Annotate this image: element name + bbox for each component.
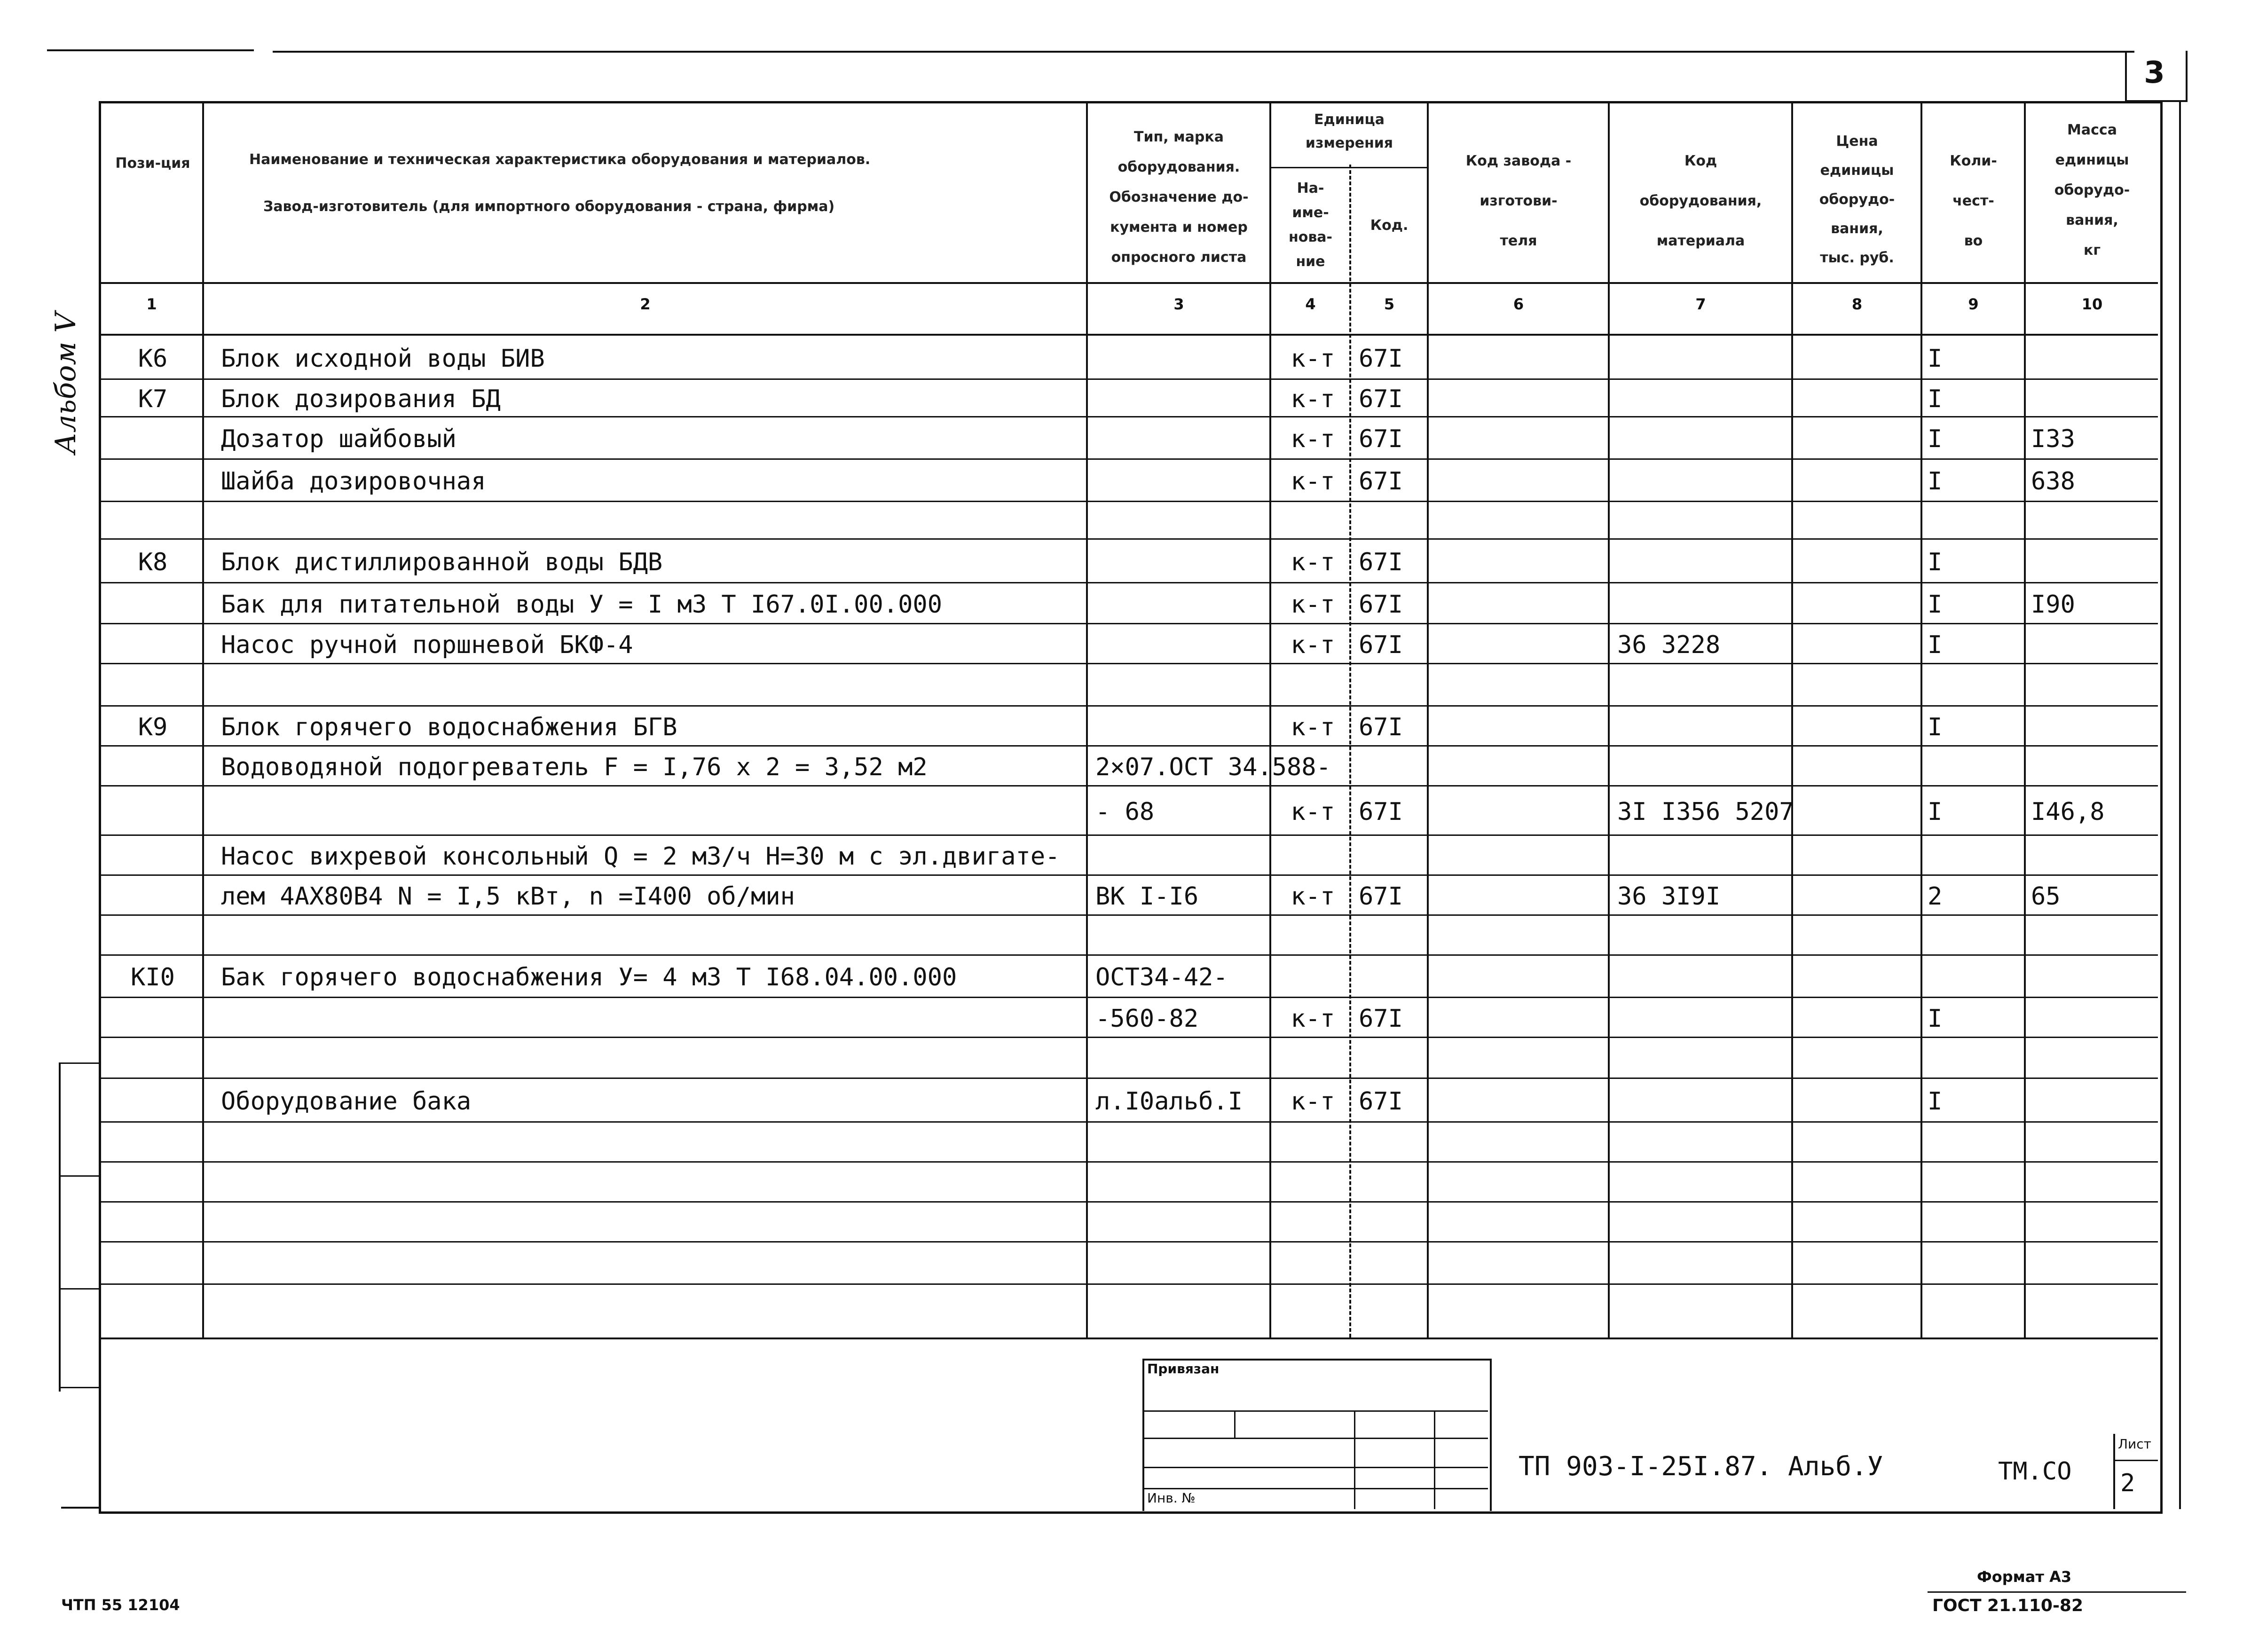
cell-name: лем 4АХ80В4 N = I,5 кВт, n =I400 об/мин — [221, 882, 795, 911]
cell-code: 67I — [1359, 798, 1403, 826]
cell-unit: к-т — [1291, 713, 1335, 741]
cell-equip-code: 3I I356 5207 — [1617, 798, 1794, 826]
col-number: 1 — [146, 295, 157, 313]
cell-qty: I — [1928, 1087, 1943, 1116]
bound-label: Привязан — [1147, 1361, 1220, 1377]
cell-code: 67I — [1359, 467, 1403, 496]
top-border-line — [273, 51, 2134, 53]
row-divider — [99, 1037, 2158, 1038]
footer-line — [1928, 1591, 2186, 1593]
cell-qty: I — [1928, 345, 1943, 373]
cell-name: Шайба дозировочная — [221, 467, 486, 496]
cell-qty: I — [1928, 798, 1943, 826]
cell-unit: к-т — [1291, 345, 1335, 373]
cell-equip-code: 36 3I9I — [1617, 882, 1721, 911]
cell-unit: к-т — [1291, 631, 1335, 659]
cell-unit: к-т — [1291, 425, 1335, 453]
footer-left-code: ЧТП 55 12104 — [61, 1596, 180, 1614]
bound-grid-line — [1434, 1410, 1435, 1509]
row-divider — [99, 1161, 2158, 1163]
header-factory-code: Код завода - изготови- теля — [1465, 153, 1572, 249]
row-divider — [99, 416, 2158, 417]
cell-type: 2×07.ОСТ 34.588- — [1095, 753, 1331, 781]
cell-unit: к-т — [1291, 1087, 1335, 1116]
doc-code: ТП 903-I-25I.87. Альб.У — [1519, 1451, 1883, 1482]
unit-group-divider — [1269, 167, 1427, 168]
col-divider — [1086, 101, 1088, 1337]
footer-format: Формат А3 — [1977, 1568, 2072, 1586]
cell-unit: к-т — [1291, 882, 1335, 911]
cell-code: 67I — [1359, 882, 1403, 911]
header-name-line1: Наименование и техническая характеристика оборудования и материалов. — [249, 151, 871, 168]
col-number: 8 — [1851, 295, 1863, 313]
col-number: 4 — [1305, 295, 1316, 313]
cell-mass: 638 — [2031, 467, 2075, 496]
footer-gost: ГОСТ 21.110-82 — [1932, 1596, 2084, 1615]
col-divider — [1920, 101, 1922, 1337]
cell-equip-code: 36 3228 — [1617, 631, 1721, 659]
sheet-number: 3 — [2144, 55, 2165, 90]
bound-grid-line — [1142, 1467, 1488, 1468]
col-number: 9 — [1968, 295, 1979, 313]
cell-qty: 2 — [1928, 882, 1943, 911]
row-divider — [99, 874, 2158, 876]
row-divider — [99, 954, 2158, 956]
bound-grid-line — [1142, 1410, 1488, 1412]
header-unit-group: Единица измерения — [1305, 111, 1393, 151]
frame-right-line — [2179, 101, 2181, 1509]
cell-qty: I — [1928, 590, 1943, 619]
cell-qty: I — [1928, 548, 1943, 576]
cell-qty: I — [1928, 1005, 1943, 1033]
cell-mass: I33 — [2031, 425, 2075, 453]
cell-type: ОСТ34-42- — [1095, 963, 1228, 991]
cell-type: л.I0альб.I — [1095, 1087, 1243, 1116]
cell-pos: КI0 — [131, 963, 175, 991]
cell-qty: I — [1928, 385, 1943, 413]
cell-code: 67I — [1359, 345, 1403, 373]
col-divider — [1791, 101, 1793, 1337]
col-number: 7 — [1695, 295, 1706, 313]
cell-code: 67I — [1359, 1087, 1403, 1116]
header-price: Цена единицы оборудо- вания, тыс. руб. — [1819, 133, 1895, 266]
col-number: 3 — [1173, 295, 1184, 313]
cell-unit: к-т — [1291, 548, 1335, 576]
bound-grid-line — [1234, 1410, 1236, 1439]
row-divider — [99, 1283, 2158, 1285]
cell-unit: к-т — [1291, 590, 1335, 619]
cell-mass: I90 — [2031, 590, 2075, 619]
header-mass: Масса единицы оборудо- вания, кг — [2054, 122, 2130, 259]
row-divider — [99, 378, 2158, 380]
sheet-box-divider — [2113, 1460, 2158, 1461]
header-qty: Коли- чест- во — [1950, 153, 1997, 249]
binding-mark — [59, 1062, 99, 1064]
cell-pos: К9 — [138, 713, 168, 741]
inv-label: Инв. № — [1147, 1490, 1196, 1506]
header-type: Тип, марка оборудования. Обозначение до- кумента и номер опросного листа — [1109, 129, 1249, 266]
cell-name: Бак горячего водоснабжения У= 4 м3 Т I68.04.00.000 — [221, 963, 957, 991]
bound-grid-line — [1354, 1410, 1355, 1509]
top-border-line — [47, 49, 254, 51]
stamp-top-line — [99, 1337, 2158, 1339]
row-divider — [99, 582, 2158, 583]
row-divider — [99, 663, 2158, 664]
binding-mark — [59, 1288, 99, 1290]
cell-unit: к-т — [1291, 798, 1335, 826]
cell-code: 67I — [1359, 385, 1403, 413]
bound-grid-line — [1142, 1488, 1488, 1489]
header-equip-code: Код оборудования, материала — [1639, 153, 1762, 249]
doc-mark: ТМ.СО — [1998, 1457, 2072, 1486]
cell-qty: I — [1928, 425, 1943, 453]
cell-pos: К6 — [138, 345, 168, 373]
cell-name: Насос ручной поршневой БКФ-4 — [221, 631, 633, 659]
cell-name: Оборудование бака — [221, 1087, 472, 1116]
cell-name: Дозатор шайбовый — [221, 425, 456, 453]
cell-name: Насос вихревой консольный Q = 2 м3/ч Н=30 м с эл.двигате- — [221, 842, 1060, 871]
col-divider — [202, 101, 204, 1337]
header-bottom-line — [99, 282, 2158, 284]
col-number: 6 — [1513, 295, 1524, 313]
cell-unit: к-т — [1291, 385, 1335, 413]
cell-qty: I — [1928, 467, 1943, 496]
bound-grid-line — [1142, 1438, 1488, 1439]
row-divider — [99, 1121, 2158, 1123]
col-number: 10 — [2081, 295, 2103, 313]
row-divider — [99, 1078, 2158, 1079]
header-name-line2: Завод-изготовитель (для импортного оборудования - страна, фирма) — [263, 198, 835, 215]
col-divider — [1608, 101, 1610, 1337]
binding-mark — [59, 1175, 99, 1177]
cell-pos: К8 — [138, 548, 168, 576]
cell-code: 67I — [1359, 631, 1403, 659]
cell-code: 67I — [1359, 425, 1403, 453]
cell-pos: К7 — [138, 385, 168, 413]
album-margin-note: Альбом V — [49, 312, 82, 454]
binding-mark — [59, 1062, 61, 1392]
row-divider — [99, 705, 2158, 707]
header-unit-code: Код. — [1370, 217, 1409, 234]
cell-qty: I — [1928, 713, 1943, 741]
row-divider — [99, 458, 2158, 460]
cell-name: Водоводяной подогреватель F = I,76 x 2 = 3,52 м2 — [221, 753, 928, 781]
cell-mass: I46,8 — [2031, 798, 2105, 826]
cell-unit: к-т — [1291, 467, 1335, 496]
row-divider — [99, 785, 2158, 787]
cell-name: Блок дозирования БД — [221, 385, 501, 413]
col-divider — [2024, 101, 2026, 1337]
cell-mass: 65 — [2031, 882, 2061, 911]
binding-mark — [59, 1387, 99, 1388]
col-number: 5 — [1384, 295, 1395, 313]
cell-type: ВК I-I6 — [1095, 882, 1199, 911]
row-divider — [99, 1241, 2158, 1243]
frame-bottom-ext — [61, 1507, 99, 1509]
cell-code: 67I — [1359, 548, 1403, 576]
row-divider — [99, 501, 2158, 502]
col-number-bottom-line — [99, 334, 2158, 336]
cell-type: - 68 — [1095, 798, 1155, 826]
row-divider — [99, 914, 2158, 916]
col-number: 2 — [640, 295, 651, 313]
header-pos: Пози-ция — [115, 155, 190, 172]
cell-name: Бак для питательной воды У = I м3 Т I67.0I.00.000 — [221, 590, 943, 619]
cell-name: Блок дистиллированной воды БДВ — [221, 548, 663, 576]
cell-name: Блок исходной воды БИВ — [221, 345, 545, 373]
cell-name: Блок горячего водоснабжения БГВ — [221, 713, 677, 741]
cell-code: 67I — [1359, 590, 1403, 619]
row-divider — [99, 538, 2158, 540]
cell-qty: I — [1928, 631, 1943, 659]
cell-type: -560-82 — [1095, 1005, 1199, 1033]
cell-code: 67I — [1359, 713, 1403, 741]
row-divider — [99, 834, 2158, 836]
sheet-label: Лист — [2118, 1436, 2151, 1452]
cell-unit: к-т — [1291, 1005, 1335, 1033]
col-divider — [1427, 101, 1429, 1337]
row-divider — [99, 623, 2158, 624]
row-divider — [99, 745, 2158, 747]
sheet-value: 2 — [2120, 1469, 2135, 1497]
row-divider — [99, 997, 2158, 998]
col-divider — [1269, 101, 1271, 1337]
row-divider — [99, 1201, 2158, 1203]
header-unit-name: На- име- нова- ние — [1288, 180, 1333, 270]
cell-code: 67I — [1359, 1005, 1403, 1033]
